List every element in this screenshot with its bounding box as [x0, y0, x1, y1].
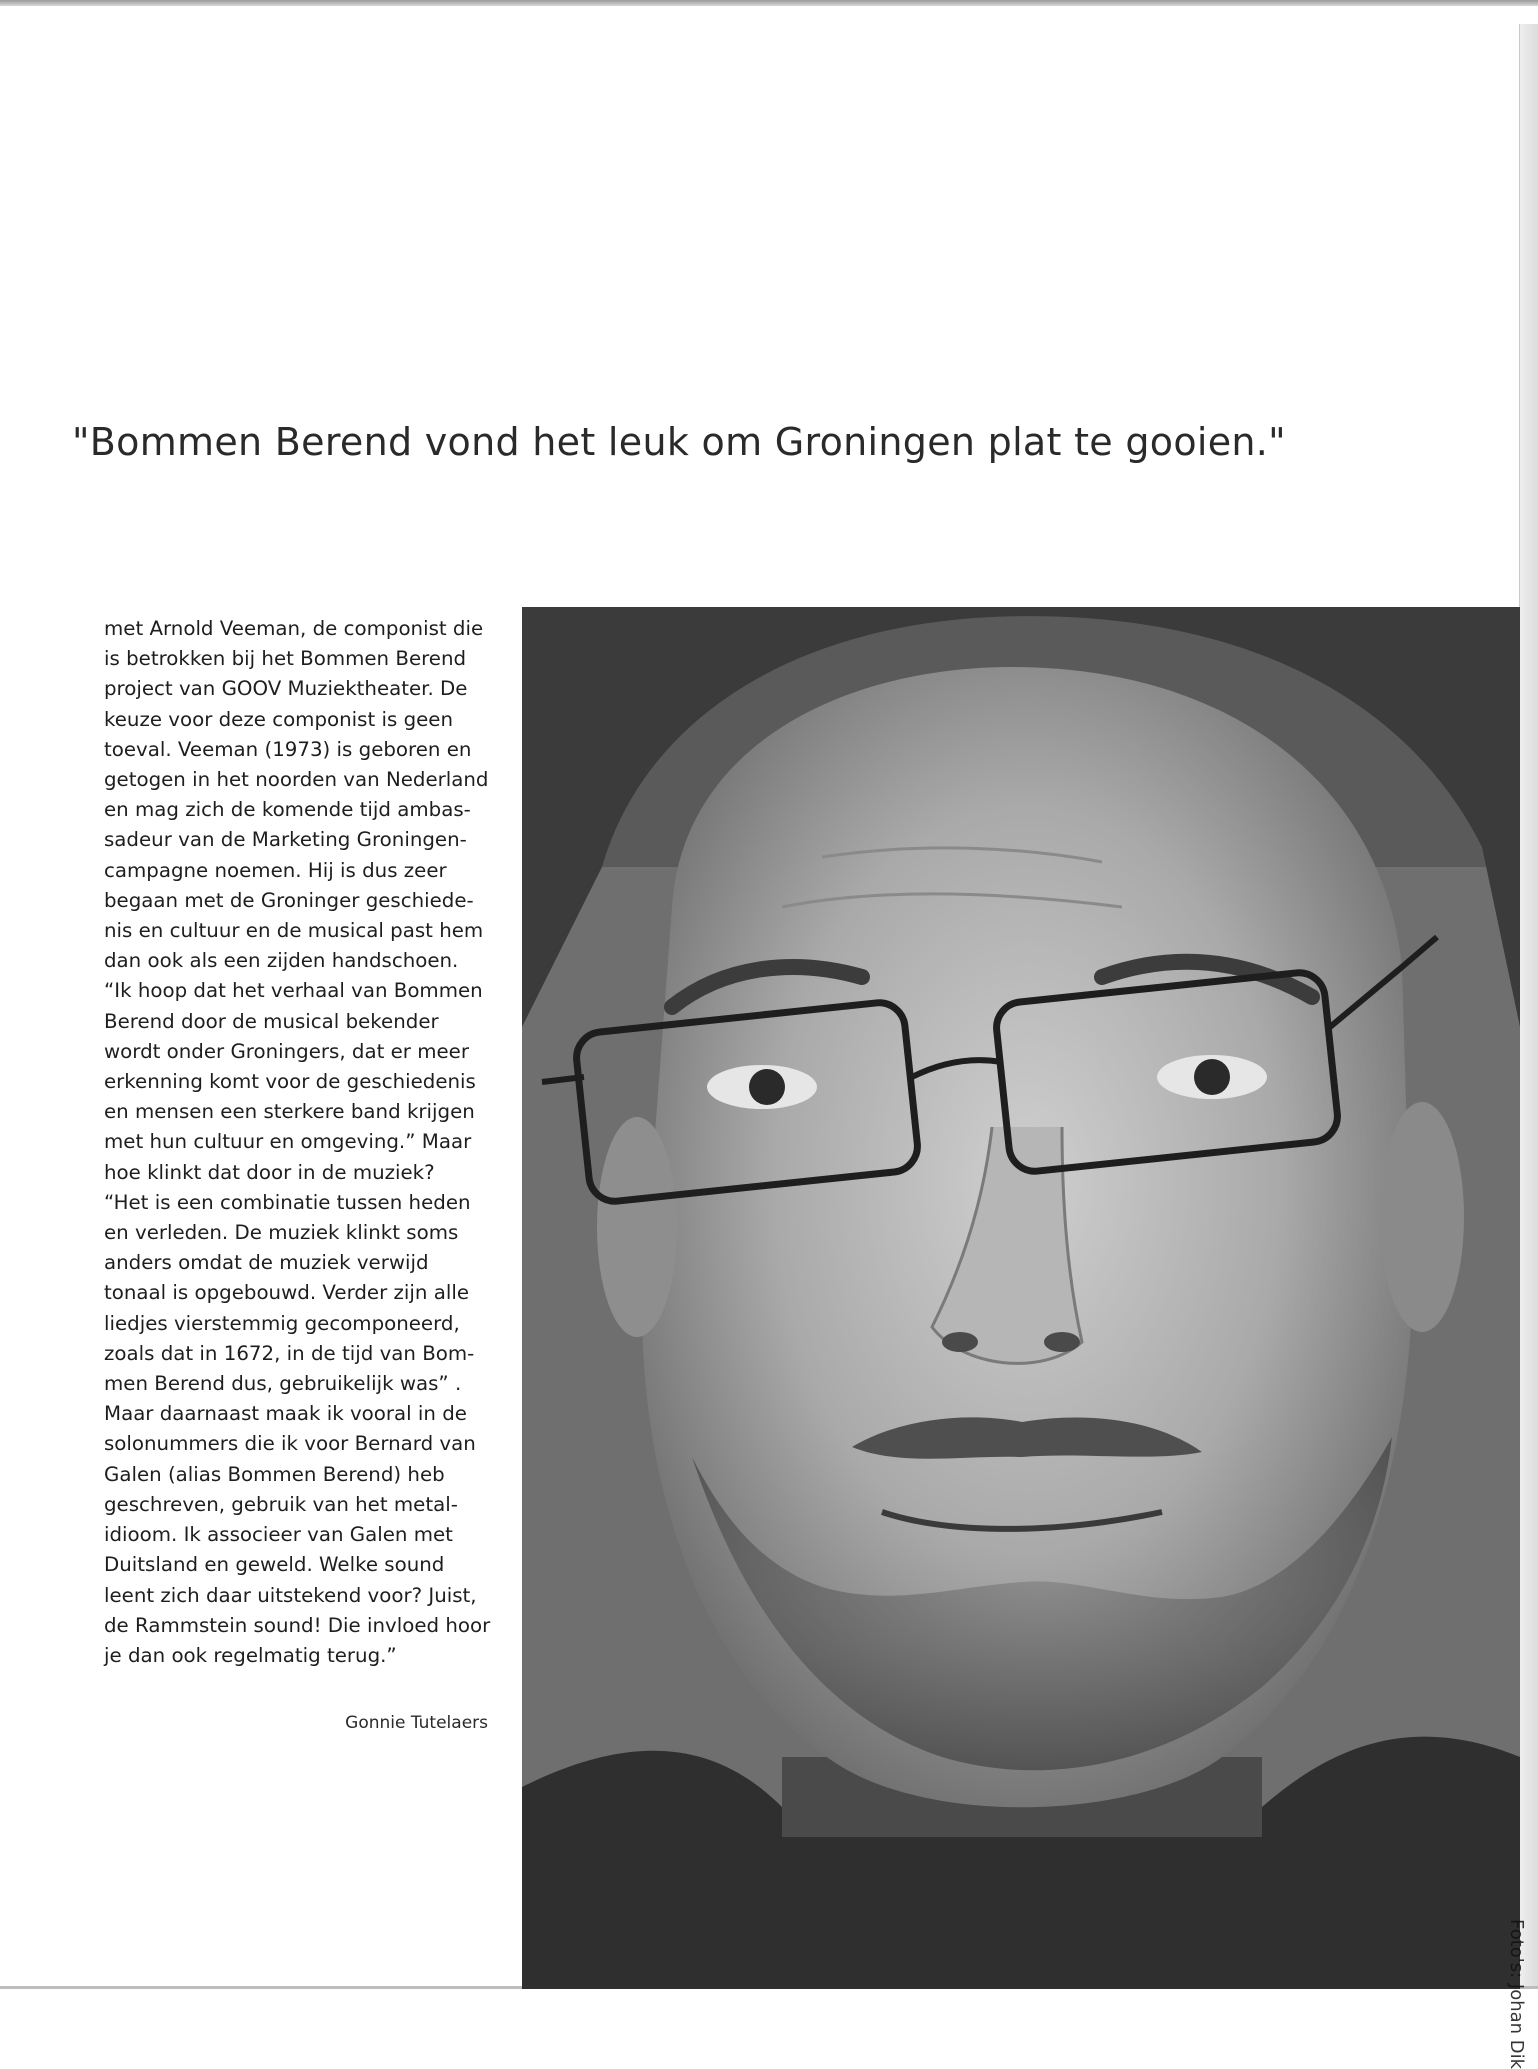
article-line: project van GOOV Muziektheater. De	[104, 677, 468, 701]
article-line: begaan met de Groninger geschiede-	[104, 888, 474, 912]
pull-quote: "Bommen Berend vond het leuk om Groningen plat te gooien."	[72, 420, 1286, 464]
article-line: zoals dat in 1672, in de tijd van Bom-	[104, 1341, 475, 1365]
article-line: nis en cultuur en de musical past hem	[104, 919, 484, 943]
article-line: met Arnold Veeman, de componist die	[104, 617, 484, 640]
byline: Gonnie Tutelaers	[345, 1713, 488, 1733]
article-line: met hun cultuur en omgeving.” Maar	[104, 1130, 472, 1154]
article-line: “Ik hoop dat het verhaal van Bommen	[104, 979, 483, 1003]
article-line: je dan ook regelmatig terug.”	[104, 1643, 397, 1667]
article-line: leent zich daar uitstekend voor? Juist,	[104, 1583, 477, 1607]
article-line: hoe klinkt dat door in de muziek?	[104, 1160, 435, 1184]
article-line: geschreven, gebruik van het metal-	[104, 1492, 458, 1516]
article-line: Maar daarnaast maak ik vooral in de	[104, 1402, 467, 1426]
article-line: Duitsland en geweld. Welke sound	[104, 1553, 445, 1577]
scan-edge-top	[0, 0, 1538, 6]
scan-edge-right	[1519, 24, 1538, 1989]
article-line: dan ook als een zijden handschoen.	[104, 949, 459, 973]
article-line: toeval. Veeman (1973) is geboren en	[104, 737, 472, 761]
article-line: “Het is een combinatie tussen heden	[104, 1190, 471, 1214]
article-line: getogen in het noorden van Nederland	[104, 768, 489, 792]
article-line: solonummers die ik voor Bernard van	[104, 1432, 476, 1456]
article-line: anders omdat de muziek verwijd	[104, 1251, 429, 1275]
photo-credit: Foto's: Johan Dik	[1506, 1919, 1527, 2069]
article-line: campagne noemen. Hij is dus zeer	[104, 858, 447, 882]
article-line: Berend door de musical bekender	[104, 1009, 439, 1033]
article-line: keuze voor deze componist is geen	[104, 707, 454, 731]
article-line: en verleden. De muziek klinkt soms	[104, 1221, 459, 1245]
article-line: en mensen een sterkere band krijgen	[104, 1100, 475, 1124]
article-line: men Berend dus, gebruikelijk was” .	[104, 1372, 462, 1396]
article-line: is betrokken bij het Bommen Berend	[104, 647, 467, 671]
article-line: sadeur van de Marketing Groningen-	[104, 828, 467, 852]
article-line: tonaal is opgebouwd. Verder zijn alle	[104, 1281, 469, 1305]
portrait-photo	[522, 607, 1527, 2069]
portrait-illustration	[522, 607, 1520, 1989]
article-line: en mag zich de komende tijd ambas-	[104, 798, 471, 822]
article-line: de Rammstein sound! Die invloed hoor	[104, 1613, 491, 1637]
article-body	[104, 614, 504, 1671]
article-line: Galen (alias Bommen Berend) heb	[104, 1462, 445, 1486]
article-line: erkenning komt voor de geschiedenis	[104, 1070, 476, 1094]
article-line: liedjes vierstemmig gecomponeerd,	[104, 1311, 460, 1335]
article-line: idioom. Ik associeer van Galen met	[104, 1523, 453, 1547]
article-line: wordt onder Groningers, dat er meer	[104, 1039, 469, 1063]
